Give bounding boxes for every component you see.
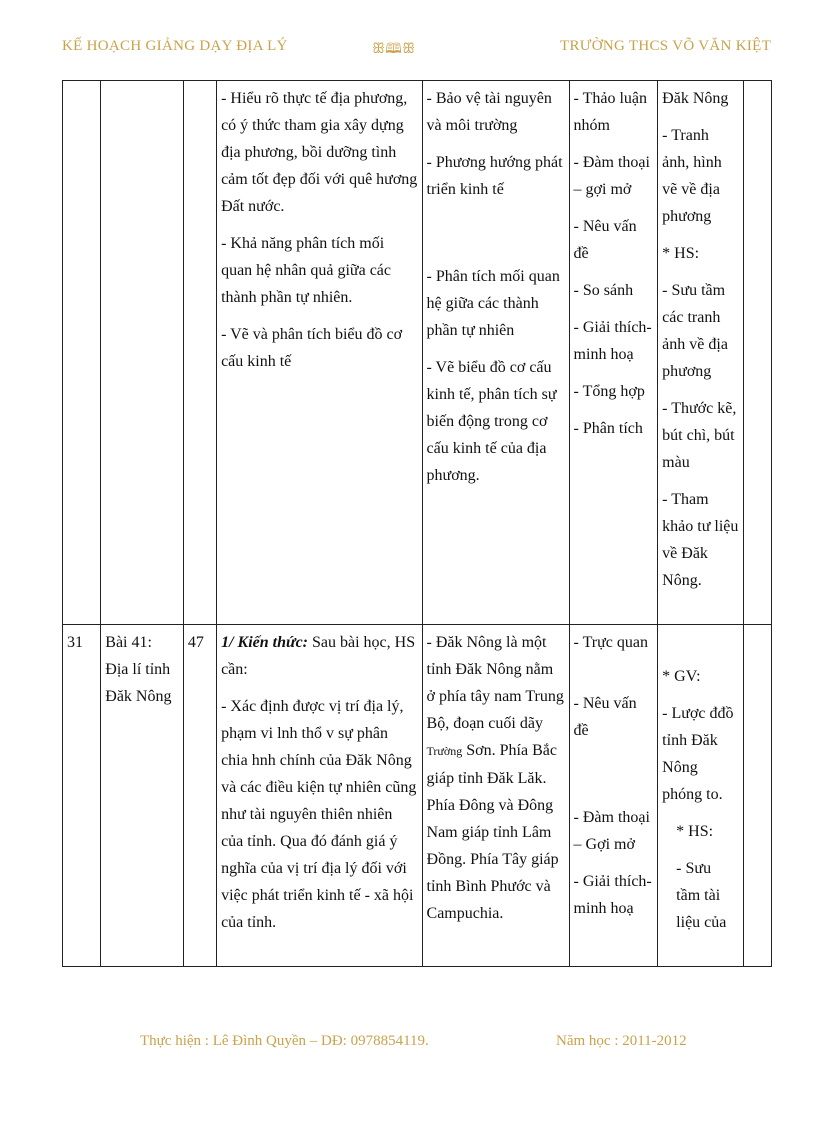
method-item: - Đàm thoại – gợi mở [573, 154, 650, 198]
header-ornament: ꕥ🕮ꕥ [372, 42, 416, 57]
content-cell [422, 625, 569, 967]
material-item: * HS: [676, 823, 714, 840]
method-item: - Tổng hợp [573, 383, 645, 400]
method-item: - Nêu vấn đề [573, 218, 637, 262]
method-item: - Nêu vấn đề [573, 695, 637, 739]
method-item: - Đàm thoại – Gợi mở [573, 809, 650, 853]
notes-cell [743, 81, 771, 625]
week-cell: 31 [63, 625, 101, 967]
method-item: - So sánh [573, 282, 634, 299]
lesson-plan-table [62, 80, 772, 967]
material-item: - Lược đđồ tỉnh Đăk Nông phóng to. [662, 705, 734, 803]
material-item: * HS: [662, 245, 700, 262]
period-cell [183, 81, 216, 625]
method-item: - Giải thích- minh hoạ [573, 319, 652, 363]
material-item: - Tham khảo tư liệu về Đăk Nông. [662, 491, 739, 589]
methods-cell [569, 625, 658, 967]
content-text-b: Sơn. Phía Bắc giáp tỉnh Đăk Lăk. Phía Đông và Đông Nam giáp tỉnh Lâm Đồng. Phía Tây giáp tỉnh Bình Phước và Campuchia. [426, 742, 559, 922]
lesson-cell: Bài 41: Địa lí tỉnh Đăk Nông [101, 625, 184, 967]
method-item: - Giải thích- minh hoạ [573, 873, 652, 917]
method-item: - Thảo luận nhóm [573, 90, 648, 134]
table-row [63, 81, 772, 625]
objectives-cell [217, 81, 422, 625]
objective-heading: 1/ Kiến thức: [221, 634, 308, 651]
content-text-small: Trường [426, 744, 463, 758]
content-cell [422, 81, 569, 625]
content-item: - Phân tích mối quan hệ giữa các thành phần tự nhiên [426, 268, 560, 339]
content-item: - Bảo vệ tài nguyên và môi trường [426, 90, 552, 134]
materials-cell [658, 81, 744, 625]
week-cell [63, 81, 101, 625]
content-text-a: - Đăk Nông là một tỉnh Đăk Nông nằm ở phía tây nam Trung Bộ, đoạn cuối dãy [426, 634, 564, 732]
content-item: - Vẽ biểu đồ cơ cấu kinh tế, phân tích sự biến động trong cơ cấu kinh tế của địa phương. [426, 359, 557, 484]
objective-item: - Hiểu rõ thực tế địa phương, có ý thức tham gia xây dựng địa phương, bồi dưỡng tình cảm tốt đẹp đối với quê hương Đất nước. [221, 90, 418, 215]
objective-intro [221, 629, 417, 683]
method-item: - Phân tích [573, 420, 643, 437]
content-item: - Phương hướng phát triển kinh tế [426, 154, 563, 198]
objective-item: - Khả năng phân tích mối quan hệ nhân quả giữa các thành phần tự nhiên. [221, 235, 392, 306]
content-item [427, 629, 565, 927]
table-row [63, 625, 772, 967]
header-right: TRƯỜNG THCS VÕ VĂN KIỆT [560, 38, 772, 54]
objective-item: - Xác định được vị trí địa lý, phạm vi lnh thổ v sự phân chia hnh chính của Đăk Nông và các điều kiện tự nhiên cũng như tài nguyên thiên nhiên của tỉnh. Qua đó đánh giá ý nghĩa của vị trí địa lý đối với việc phát triển kinh tế - xã hội của tỉnh. [221, 698, 417, 931]
objectives-cell [217, 625, 422, 967]
material-item: * GV: [662, 668, 701, 685]
period-cell: 47 [183, 625, 216, 967]
material-item: - Sưu tầm các tranh ảnh về địa phương [662, 282, 728, 380]
footer-left: Thực hiện : Lê Đình Quyền – DĐ: 0978854119. [140, 1033, 429, 1049]
notes-cell [743, 625, 771, 967]
material-item: Đăk Nông [662, 90, 729, 107]
material-item: - Tranh ảnh, hình vẽ về địa phương [662, 127, 722, 225]
header-left: KẾ HOẠCH GIẢNG DẠY ĐỊA LÝ [62, 38, 288, 54]
methods-cell [569, 81, 658, 625]
method-item: - Trực quan [573, 634, 648, 651]
objective-item: - Vẽ và phân tích biểu đồ cơ cấu kinh tế [221, 326, 403, 370]
material-item: - Sưu tầm tài liệu của [676, 860, 727, 931]
footer-right: Năm học : 2011-2012 [556, 1033, 687, 1049]
objective-intro-text: Sau bài học, HS cần: [221, 634, 416, 678]
lesson-cell [101, 81, 184, 625]
materials-cell [658, 625, 744, 967]
material-item: - Thước kẽ, bút chì, bút màu [662, 400, 737, 471]
